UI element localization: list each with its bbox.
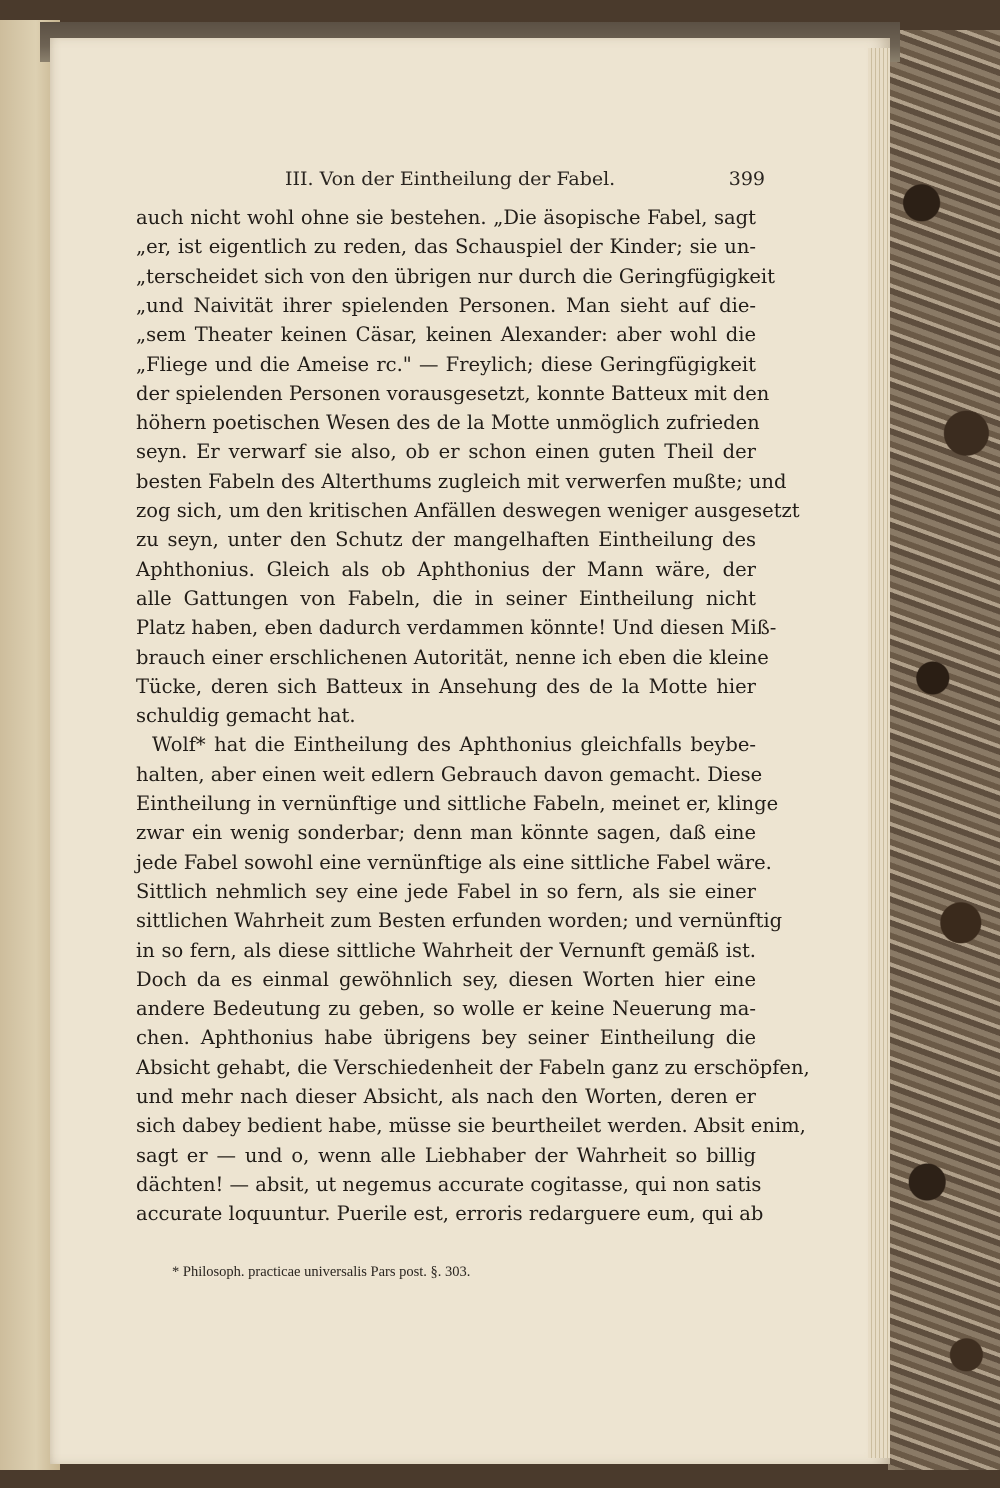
text-line: und mehr nach dieser Absicht, als nach den Worten, deren er	[136, 1085, 756, 1108]
text-line: chen. Aphthonius habe übrigens bey seiner Eintheilung die	[136, 1026, 756, 1050]
text-line: Wolf* hat die Eintheilung des Aphthonius gleichfalls beybe-	[152, 733, 756, 757]
text-line: zwar ein wenig sonderbar; denn man könnte sagen, daß eine	[136, 821, 756, 845]
running-title: III. Von der Eintheilung der Fabel.	[285, 168, 616, 190]
text-line: Eintheilung in vernünftige und sittliche Fabeln, meinet er, klinge	[136, 792, 779, 815]
text-line: halten, aber einen weit edlern Gebrauch davon gemacht. Diese	[136, 762, 763, 786]
text-line: „Fliege und die Ameise rc." — Freylich; diese Geringfügigkeit	[136, 352, 756, 376]
text-line: Doch da es einmal gewöhnlich sey, diesen Worten hier eine	[136, 967, 756, 991]
text-line: „sem Theater keinen Cäsar, keinen Alexander: aber wohl die	[136, 323, 756, 347]
text-line: besten Fabeln des Alterthums zugleich mit verwerfen mußte; und	[136, 469, 787, 493]
page-stack-edge	[868, 48, 890, 1458]
text-line: sittlichen Wahrheit zum Besten erfunden worden; und vernünftig	[136, 909, 783, 933]
text-line: Sittlich nehmlich sey eine jede Fabel in so fern, als sie einer	[136, 879, 756, 903]
text-line: schuldig gemacht hat.	[136, 704, 356, 728]
text-line: höhern poetischen Wesen des de la Motte unmöglich zufrieden	[136, 411, 760, 435]
text-line: Absicht gehabt, die Verschiedenheit der Fabeln ganz zu erschöpfen,	[136, 1055, 810, 1079]
marbled-cover	[888, 30, 1000, 1470]
text-line: in so fern, als diese sittliche Wahrheit der Vernunft gemäß ist.	[136, 938, 756, 962]
text-line: Platz haben, eben dadurch verdammen könnte! Und diesen Miß-	[136, 616, 777, 640]
text-line: alle Gattungen von Fabeln, die in seiner Eintheilung nicht	[136, 586, 756, 610]
text-line: accurate loquuntur. Puerile est, erroris redarguere eum, qui ab	[136, 1202, 764, 1226]
text-line: seyn. Er verwarf sie also, ob er schon einen guten Theil der	[136, 440, 756, 464]
text-line: brauch einer erschlichenen Autorität, nenne ich eben die kleine	[136, 645, 769, 669]
text-line: „und Naivität ihrer spielenden Personen. Man sieht auf die-	[136, 293, 756, 317]
text-line: „terscheidet sich von den übrigen nur durch die Geringfügigkeit	[136, 264, 775, 288]
text-line: „er, ist eigentlich zu reden, das Schauspiel der Kinder; sie un-	[136, 235, 756, 259]
text-line: Tücke, deren sich Batteux in Ansehung des de la Motte hier	[136, 674, 756, 698]
text-line: sagt er — und o, wenn alle Liebhaber der Wahrheit so billig	[136, 1143, 756, 1167]
text-line: der spielenden Personen vorausgesetzt, konnte Batteux mit den	[136, 381, 770, 405]
text-line: auch nicht wohl ohne sie bestehen. „Die äsopische Fabel, sagt	[136, 206, 756, 229]
page-number: 399	[728, 168, 765, 190]
text-line: zog sich, um den kritischen Anfällen deswegen weniger ausgesetzt	[136, 499, 800, 522]
text-line: Aphthonius. Gleich als ob Aphthonius der Mann wäre, der	[136, 557, 756, 581]
text-line: andere Bedeutung zu geben, so wolle er keine Neuerung ma-	[136, 997, 756, 1021]
text-line: zu seyn, unter den Schutz der mangelhaften Eintheilung des	[136, 528, 756, 552]
text-line: sich dabey bedient habe, müsse sie beurtheilet werden. Absit enim,	[136, 1114, 806, 1138]
text-line: dächten! — absit, ut negemus accurate cogitasse, qui non satis	[136, 1172, 762, 1196]
running-header	[285, 168, 765, 198]
text-line: jede Fabel sowohl eine vernünftige als eine sittliche Fabel wäre.	[136, 850, 772, 874]
footnote: * Philosoph. practicae universalis Pars post. §. 303.	[172, 1264, 471, 1280]
